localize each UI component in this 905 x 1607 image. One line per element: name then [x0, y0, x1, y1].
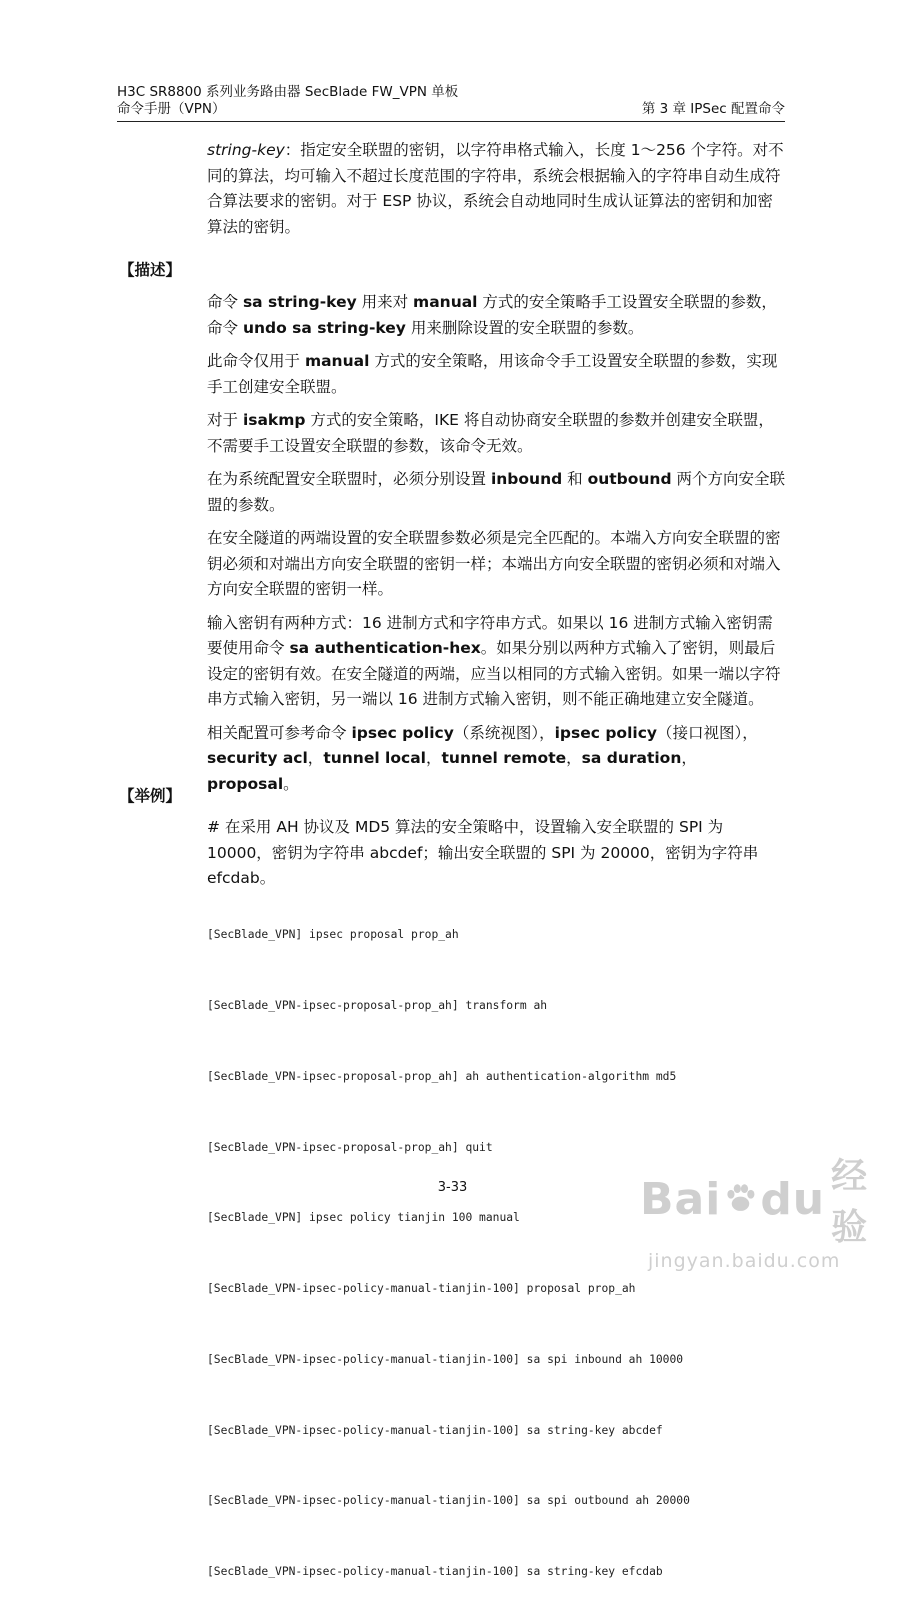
baidu-watermark [640, 1148, 890, 1272]
page-header [117, 84, 785, 122]
desc-paragraph: 输入密钥有两种方式：16 进制方式和字符串方式。如果以 16 进制方式输入密钥需要使用命令 sa authentication-hex。如果分别以两种方式输入了密钥，则最后设定的密钥有效。在安全隧道的两端，应当以相同的方式输入密钥。如果一端以字符串方式输入密钥，另一端以 16 进制方式输入密钥，则不能正确地建立安全隧道。 [207, 613, 781, 708]
desc-paragraph: 在为系统配置安全联盟时，必须分别设置 inbound 和 outbound 两个方向安全联盟的参数。 [207, 470, 786, 514]
code-line: [SecBlade_VPN-ipsec-policy-manual-tianjin-100] sa string-key abcdef [207, 1423, 663, 1437]
code-line: [SecBlade_VPN] ipsec policy tianjin 100 manual [207, 1211, 520, 1225]
watermark-url: jingyan.baidu.com [648, 1250, 841, 1272]
desc-paragraph: 命令 sa string-key 用来对 manual 方式的安全策略手工设置安全联盟的参数，命令 undo sa string-key 用来删除设置的安全联盟的参数。 [207, 293, 777, 337]
page-number: 3-33 [437, 1180, 468, 1195]
header-chapter: 第 3 章 IPSec 配置命令 [641, 101, 785, 117]
param-term: string-key [207, 141, 285, 159]
header-manual-name: 命令手册（VPN） [117, 101, 226, 117]
code-line: [SecBlade_VPN-ipsec-policy-manual-tianjin-100] sa spi inbound ah 10000 [207, 1352, 684, 1366]
header-title: H3C SR8800 系列业务路由器 SecBlade FW_VPN 单板 [117, 84, 459, 100]
watermark-logo: Bai du 经验 [640, 1156, 869, 1248]
code-line: [SecBlade_VPN-ipsec-policy-manual-tianjin-100] sa string-key efcdab [207, 1565, 663, 1579]
description-body [207, 290, 787, 805]
param-text: ：指定安全联盟的密钥，以字符串格式输入，长度 1～256 个字符。对不同的算法，均可输入不超过长度范围的字符串，系统会根据输入的字符串自动生成符合算法要求的密钥。对于 ESP 协议，系统会自动地同时生成认证算法的密钥和加密算法的密钥。 [207, 141, 784, 236]
code-line: [SecBlade_VPN-ipsec-policy-manual-tianjin-100] sa spi outbound ah 20000 [207, 1494, 690, 1508]
param-description [207, 138, 787, 240]
code-line: [SecBlade_VPN-ipsec-policy-manual-tianjin-100] proposal prop_ah [207, 1282, 636, 1296]
section-title-description: 【描述】 [119, 261, 182, 279]
section-title-example: 【举例】 [119, 787, 182, 805]
code-line: [SecBlade_VPN-ipsec-proposal-prop_ah] transform ah [207, 998, 548, 1012]
code-line: [SecBlade_VPN-ipsec-proposal-prop_ah] ah authentication-algorithm md5 [207, 1069, 677, 1083]
paw-icon [723, 1177, 758, 1221]
desc-paragraph: 此命令仅用于 manual 方式的安全策略，用该命令手工设置安全联盟的参数，实现手工创建安全联盟。 [207, 352, 778, 396]
example-intro: # 在采用 AH 协议及 MD5 算法的安全策略中，设置输入安全联盟的 SPI 为 10000，密钥为字符串 abcdef；输出安全联盟的 SPI 为 20000，密钥为字符串 efcdab。 [207, 818, 759, 887]
code-line: [SecBlade_VPN-ipsec-proposal-prop_ah] quit [207, 1140, 493, 1154]
desc-paragraph: 在安全隧道的两端设置的安全联盟参数必须是完全匹配的。本端入方向安全联盟的密钥必须和对端出方向安全联盟的密钥一样；本端出方向安全联盟的密钥必须和对端入方向安全联盟的密钥一样。 [207, 529, 781, 598]
desc-paragraph: 对于 isakmp 方式的安全策略，IKE 将自动协商安全联盟的参数并创建安全联盟，不需要手工设置安全联盟的参数，该命令无效。 [207, 411, 774, 455]
desc-paragraph: 相关配置可参考命令 ipsec policy（系统视图），ipsec policy（接口视图），security acl，tunnel local，tunnel remote，sa duration，proposal。 [207, 723, 758, 793]
code-line: [SecBlade_VPN] ipsec proposal prop_ah [207, 928, 459, 942]
